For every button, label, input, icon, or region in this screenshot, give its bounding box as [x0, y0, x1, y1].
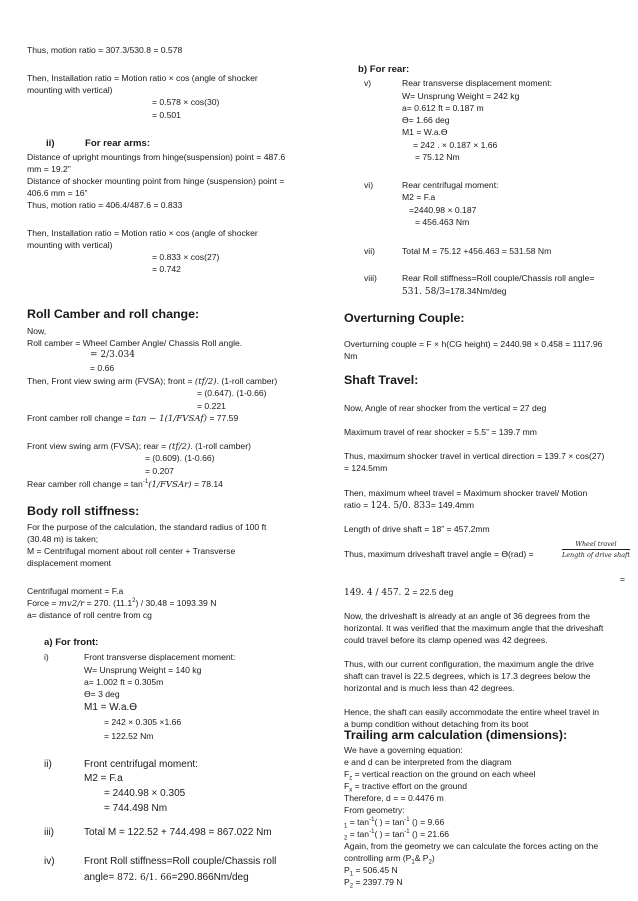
text-line: a bump condition without detaching from its boot [344, 719, 529, 729]
text-line: Now, the driveshaft is already at an angle of 36 degrees from the [344, 611, 591, 621]
text-line: For the purpose of the calculation, the standard radius of 100 ft [27, 522, 267, 532]
text-line: =2440.98 × 0.187 [409, 205, 477, 215]
text-line: Rear transverse displacement moment: [402, 78, 552, 88]
text-line: Length of drive shaft = 18” = 457.2mm [344, 524, 490, 534]
text-line: W= Unsprung Weight = 140 kg [84, 665, 202, 675]
text-line: Total M = 75.12 +456.463 = 531.58 Nm [402, 246, 552, 256]
text-line: = 242 × 0.305 ×1.66 [104, 717, 182, 727]
text-line: M = Centrifugal moment about roll center + Transverse [27, 546, 236, 556]
text-line: = 456.463 Nm [415, 217, 470, 227]
text-line: Thus, motion ratio = 406.4/487.6 = 0.833 [27, 200, 183, 210]
text-line: = (0.609). (1-0.66) [145, 453, 215, 463]
text-line: Thus, maximum shocker travel in vertical direction = 139.7 × cos(27) [344, 451, 605, 461]
text-line: Again, from the geometry we can calculate the forces acting on the [344, 841, 599, 851]
text-line: M1 = W.a.Ө [402, 127, 448, 137]
text-line: Then, Front view swing arm (FVSA); front = (tf/2). (1-roll camber) [27, 376, 278, 387]
fraction [562, 540, 630, 559]
text-line: Roll camber = Wheel Camber Angle/ Chassis Roll angle. [27, 338, 243, 348]
text-line: M1 = W.a.Ө [84, 702, 138, 713]
text-line: displacement moment [27, 558, 112, 568]
text-line: 531. 58/3=178.34Nm/deg [402, 286, 507, 297]
text-line: (30.48 m) is taken; [27, 534, 99, 544]
section-heading: Roll Camber and roll change: [27, 307, 200, 321]
list-number: iv) [44, 856, 55, 867]
text-line: = 0.66 [90, 363, 115, 373]
text-line: = 0.207 [145, 466, 174, 476]
text-line: = [620, 574, 626, 584]
text-line: mounting with vertical) [27, 240, 113, 250]
text-line: Centrifugal moment = F.a [27, 586, 124, 596]
text-line: 149. 4 / 457. 2 = 22.5 deg [344, 587, 454, 598]
text-line: e and d can be interpreted from the diagram [344, 757, 512, 767]
text-line: $F_x$ = tractive effort on the ground [344, 781, 467, 794]
text-line: = 2440.98 × 0.305 [104, 788, 186, 799]
fraction-denominator: Length of drive shaft [562, 551, 630, 559]
text-line: Therefore, d = = 0.4476 m [344, 793, 444, 803]
math-line: = 2/3.034 [90, 350, 135, 360]
text-line: a= 0.612 ft = 0.187 m [402, 103, 484, 113]
text-line: Thus, motion ratio = 307.3/530.8 = 0.578 [27, 45, 183, 55]
subsection-heading: b) For rear: [358, 64, 410, 75]
list-number: vi) [364, 180, 374, 190]
section-heading: Shaft Travel: [344, 373, 419, 387]
text-line: = 0.833 × cos(27) [152, 252, 220, 262]
text-line: = 122.52 Nm [104, 731, 154, 741]
text-line: Maximum travel of rear shocker = 5.5” = 139.7 mm [344, 427, 537, 437]
text-line: a= 1.002 ft = 0.305m [84, 677, 164, 687]
text-line: Overturning couple = F × h(CG height) = 2440.98 × 0.458 = 1117.96 [344, 339, 603, 349]
text-line: $P_1 = 506.45$ N [344, 865, 398, 878]
text-line: Rear centrifugal moment: [402, 180, 499, 190]
text-line: $F_z$ = vertical reaction on the ground on each wheel [344, 769, 536, 782]
text-line: could travel before its clamp opened was 42 degrees. [344, 635, 548, 645]
text-line: $P_2 = 2397.79$ N [344, 877, 403, 890]
text-line: Then, Installation ratio = Motion ratio × cos (angle of shocker [27, 73, 258, 83]
section-heading: Trailing arm calculation (dimensions): [344, 728, 568, 742]
text-line: Front Roll stiffness=Roll couple/Chassis roll [84, 856, 277, 867]
text-line: Total M = 122.52 + 744.498 = 867.022 Nm [84, 827, 272, 838]
list-number: ii) [44, 759, 52, 770]
text-line: 406.6 mm = 16” [27, 188, 88, 198]
text-line: = 75.12 Nm [415, 152, 460, 162]
text-line: Ө= 1.66 deg [402, 115, 450, 125]
text-line: Front centrifugal moment: [84, 759, 198, 770]
text-line: $_2 = \tan^{-1}$( ) = $\tan^{-1}$ () = 21.66 [344, 829, 450, 842]
text-line: Then, maximum wheel travel = Maximum shocker travel/ Motion [344, 488, 588, 498]
text-line: = 0.501 [152, 110, 181, 120]
subsection-heading: For rear arms: [85, 138, 151, 149]
text-line: We have a governing equation: [344, 745, 463, 755]
list-number: i) [44, 652, 49, 662]
text-line: = 0.578 × cos(30) [152, 97, 220, 107]
text-line: = 242 . × 0.187 × 1.66 [413, 140, 498, 150]
list-number: iii) [44, 827, 54, 838]
text-line: Thus, maximum driveshaft travel angle = Ө(rad) = [344, 549, 534, 559]
text-line: Ө= 3 deg [84, 689, 120, 699]
text-line: = 0.742 [152, 264, 181, 274]
text-line: controlling arm ($P_1\&$ $P_2$) [344, 853, 435, 866]
text-line: ratio = 124. 5/0. 833= 149.4mm [344, 500, 475, 511]
text-line: Thus, with our current configuration, the maximum angle the drive [344, 659, 594, 669]
text-line: = 744.498 Nm [104, 803, 168, 814]
text-line: a= distance of roll centre from cg [27, 610, 152, 620]
section-heading: Body roll stiffness: [27, 504, 140, 518]
text-line: From geometry: [344, 805, 405, 815]
text-line: M2 = F.a [402, 192, 436, 202]
text-line: $_1 = \tan^{-1}$( ) = $\tan^{-1}$ () = 9.66 [344, 817, 445, 830]
text-line: horizontal. It was verified that the maximum angle that the driveshaft [344, 623, 604, 633]
text-line: horizontal and is much less than 42 degrees. [344, 683, 515, 693]
text-line: W= Unsprung Weight = 242 kg [402, 91, 520, 101]
subsection-heading: a) For front: [44, 637, 99, 648]
text-line: Rear camber roll change = $\tan^{-1}(1/FVSAr) = 78.14$ [27, 479, 223, 490]
text-line: M2 = F.a [84, 773, 123, 784]
text-line: Distance of shocker mounting point from hinge (suspension) point = [27, 176, 285, 186]
text-line: mounting with vertical) [27, 85, 113, 95]
list-number: viii) [364, 273, 377, 283]
text-line: Front camber roll change = tan − 1(1/FVSAf) = 77.59 [27, 413, 239, 424]
list-number: ii) [46, 138, 55, 149]
text-line: Now, [27, 326, 47, 336]
text-line: Then, Installation ratio = Motion ratio × cos (angle of shocker [27, 228, 258, 238]
text-line: Now, Angle of rear shocker from the vertical = 27 deg [344, 403, 547, 413]
text-line: = 124.5mm [344, 463, 388, 473]
list-number: v) [364, 78, 372, 88]
fraction-numerator: Wheel travel [562, 540, 630, 550]
text-line: = 0.221 [197, 401, 226, 411]
text-line: shaft can travel is 22.5 degrees, which is 17.3 degrees below the [344, 671, 591, 681]
section-heading: Overturning Couple: [344, 311, 465, 325]
text-line: Rear Roll stiffness=Roll couple/Chassis roll angle= [402, 273, 595, 283]
text-line: mm = 19.2” [27, 164, 71, 174]
text-line: angle= 872. 6/1. 66=290.866Nm/deg [84, 872, 249, 883]
text-line: Front view swing arm (FVSA); rear = (tf/2). (1-roll camber) [27, 441, 251, 452]
text-line: Hence, the shaft can easily accommodate the entire wheel travel in [344, 707, 600, 717]
text-line: Front transverse displacement moment: [84, 652, 236, 662]
text-line: Force = mv2/r = 270. (11.1$^2$) / 30.48 = 1093.39 N [27, 598, 217, 609]
text-line: Nm [344, 351, 358, 361]
text-line: Distance of upright mountings from hinge(suspension) point = 487.6 [27, 152, 286, 162]
list-number: vii) [364, 246, 375, 256]
text-line: = (0.647). (1-0.66) [197, 388, 267, 398]
